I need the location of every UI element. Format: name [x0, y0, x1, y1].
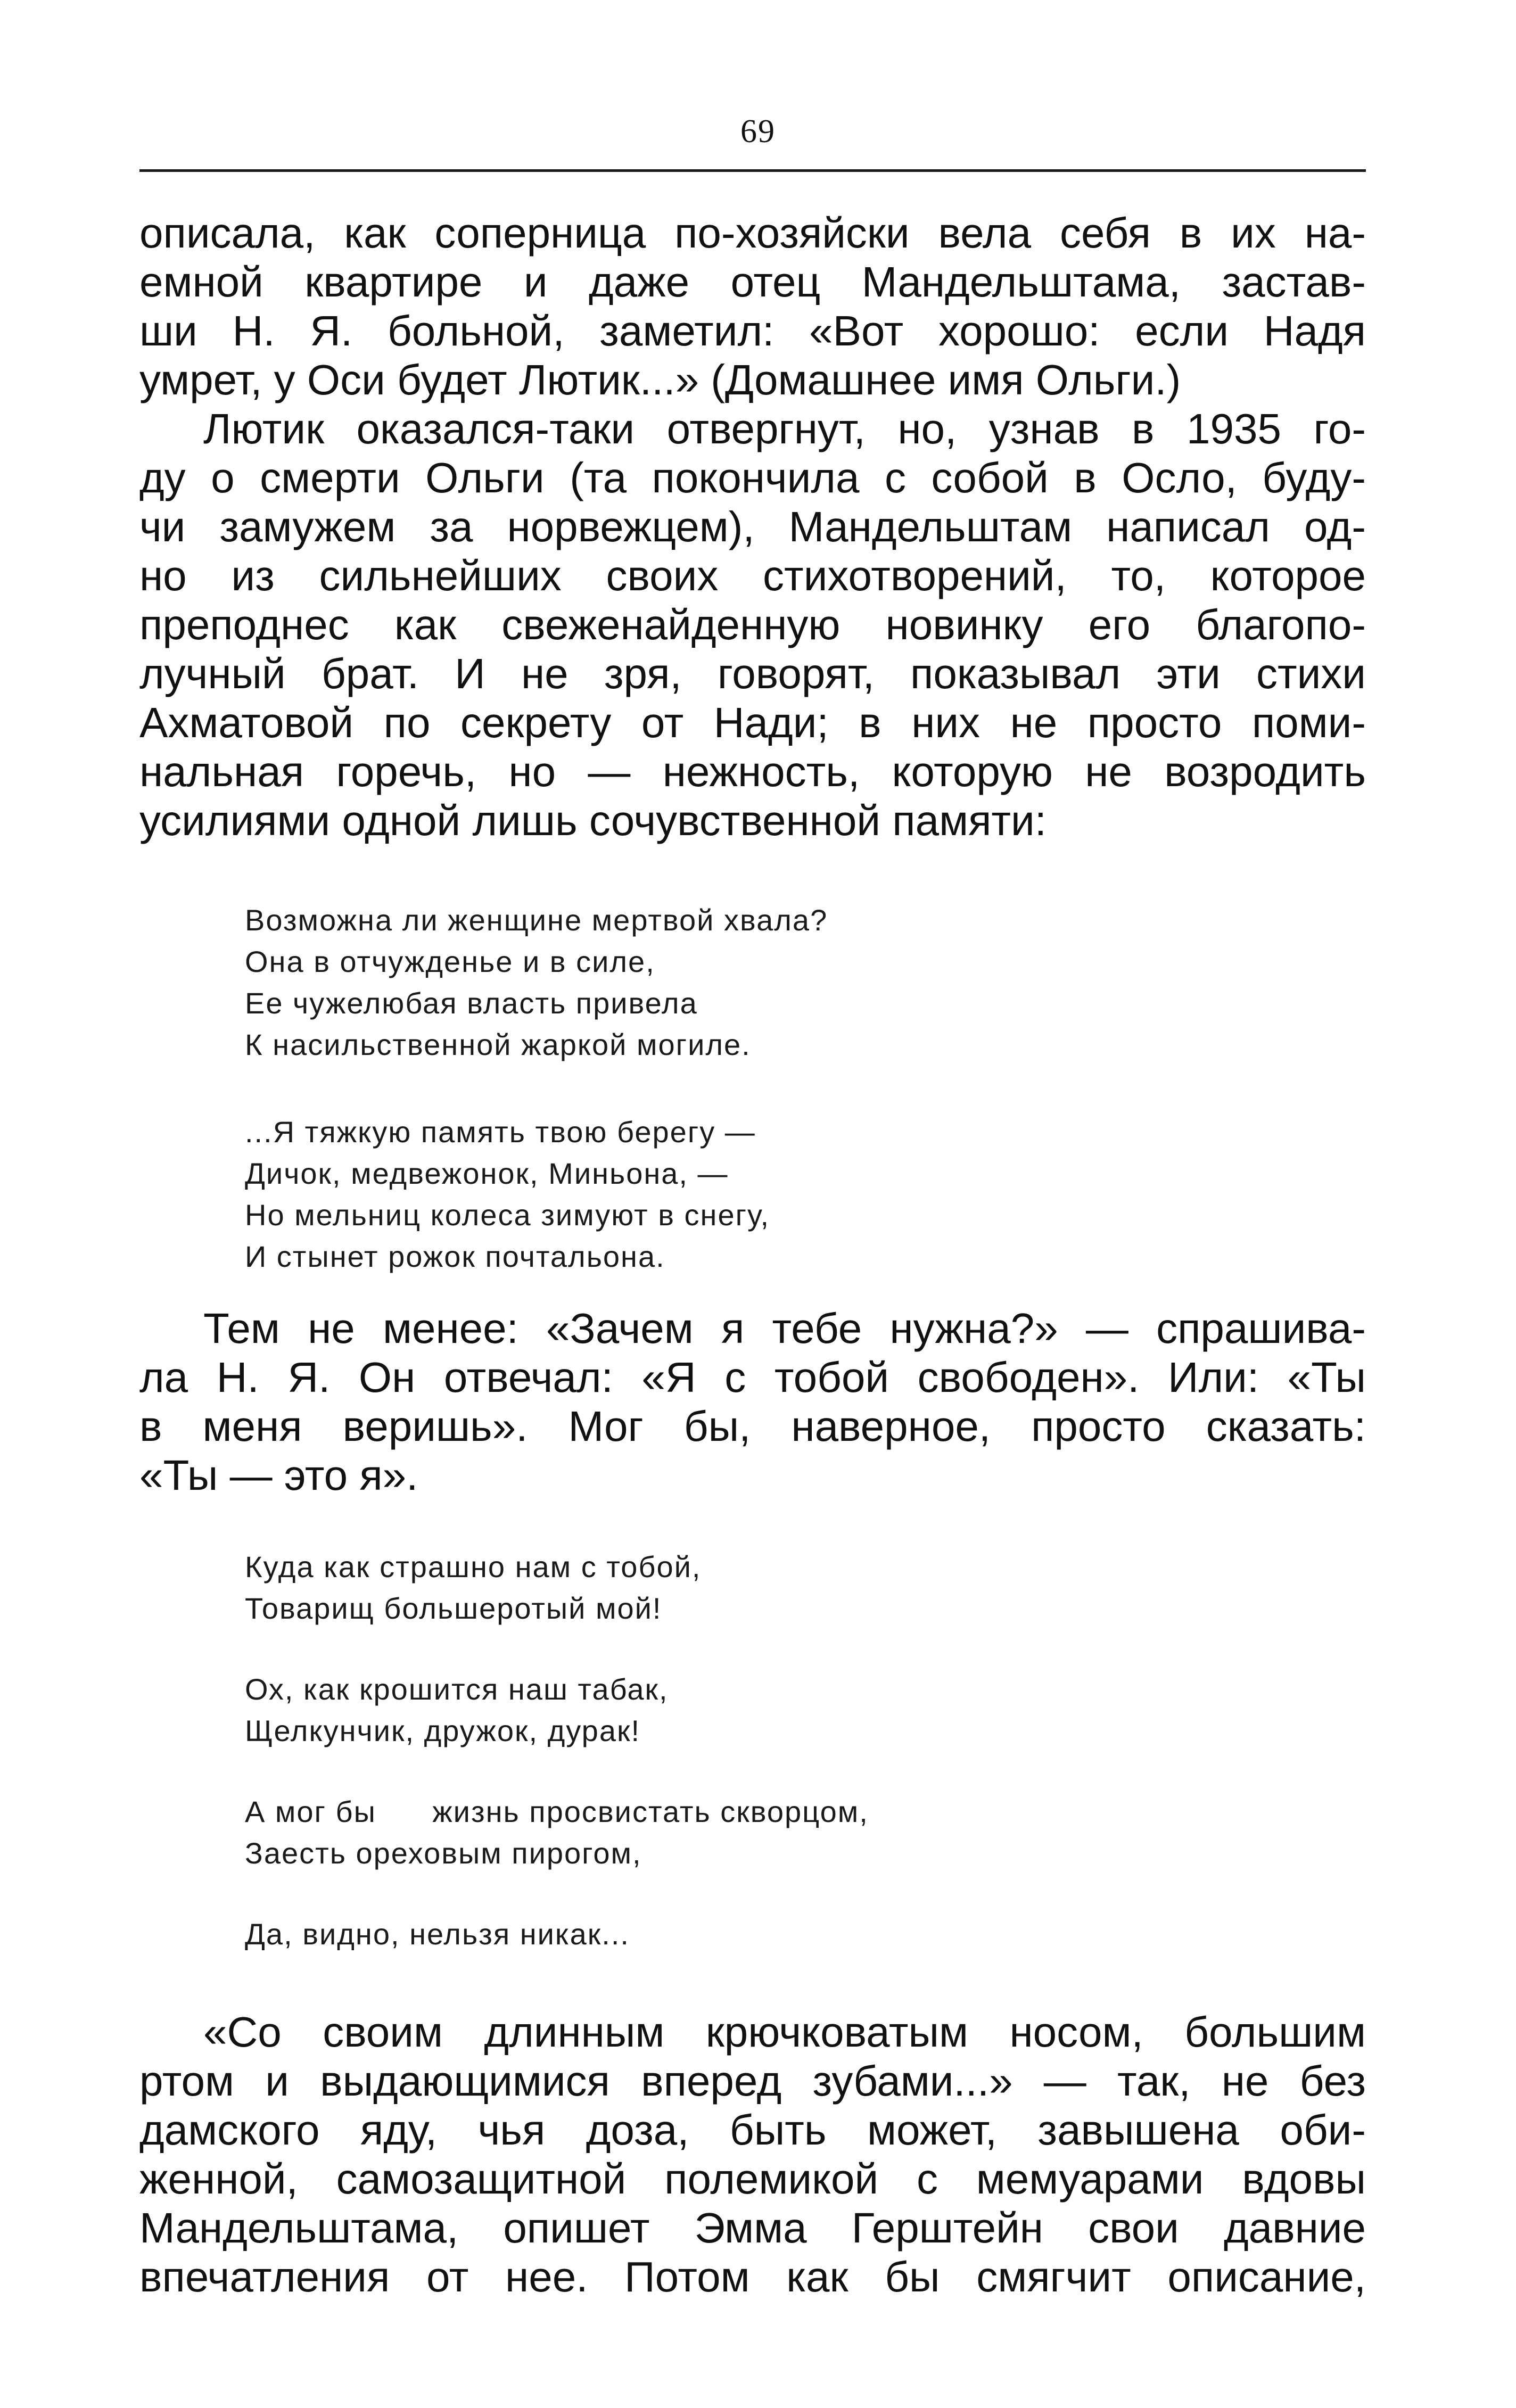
paragraph-3 [139, 1304, 1366, 1500]
text-line: «Ты — это я». [139, 1452, 418, 1499]
verse-line: Ох, как крошится наш табак, [245, 1672, 669, 1706]
header-rule [139, 169, 1366, 172]
paragraph-2 [139, 405, 1366, 845]
verse-line: Заесть ореховым пирогом, [245, 1836, 642, 1870]
text-line: ду о смерти Ольги (та покончила с собой в Осло, буду- [139, 454, 1366, 501]
text-line: Мандельштама, опишет Эмма Герштейн свои давние [139, 2204, 1366, 2252]
paragraph-4 [139, 2008, 1366, 2302]
verse-line: Товарищ большеротый мой! [245, 1591, 662, 1625]
verse-line: Дичок, медвежонок, Миньона, — [245, 1157, 729, 1190]
text-line: Ахматовой по секрету от Нади; в них не просто поми- [139, 699, 1366, 746]
verse-line: Но мельниц колеса зимуют в снегу, [245, 1198, 770, 1232]
text-line: описала, как соперница по-хозяйски вела себя в их на- [139, 209, 1366, 257]
text-line: дамского яду, чья доза, быть может, завышена оби- [139, 2106, 1366, 2154]
verse-line: И стынет рожок почтальона. [245, 1240, 665, 1273]
verse-line: А мог бы жизнь просвистать скворцом, [245, 1795, 869, 1828]
verse-line: Да, видно, нельзя никак... [245, 1917, 630, 1951]
text-line: «Со своим длинным крючковатым носом, большим [203, 2008, 1366, 2056]
verse-line: К насильственной жаркой могиле. [245, 1028, 751, 1061]
text-line: емной квартире и даже отец Мандельштама, застав- [139, 258, 1366, 306]
verse-stanza-2 [245, 1111, 770, 1277]
text-line: чи замужем за норвежцем), Мандельштам написал од- [139, 503, 1366, 550]
verse-stanza-3 [245, 1546, 701, 1629]
text-line: но из сильнейших своих стихотворений, то, которое [139, 552, 1366, 599]
verse-line: Куда как страшно нам с тобой, [245, 1550, 702, 1584]
text-line: женной, самозащитной полемикой с мемуарами вдовы [139, 2155, 1366, 2203]
text-line: впечатления от нее. Потом как бы смягчит описание, [139, 2253, 1366, 2300]
page-number: 69 [740, 113, 776, 150]
verse-stanza-1 [245, 900, 828, 1066]
verse-line: Щелкунчик, дружок, дурак! [245, 1714, 641, 1747]
text-line: ши Н. Я. больной, заметил: «Вот хорошо: если Надя [139, 307, 1366, 354]
text-line: преподнес как свеженайденную новинку его благопо- [139, 601, 1366, 648]
verse-line: ...Я тяжкую память твою берегу — [245, 1115, 756, 1149]
text-line: лучный брат. И не зря, говорят, показывал эти стихи [139, 650, 1366, 697]
verse-stanza-4 [245, 1669, 669, 1752]
verse-stanza-6 [245, 1914, 630, 1955]
text-line: ртом и выдающимися вперед зубами...» — так, не без [139, 2057, 1366, 2105]
text-line: нальная горечь, но — нежность, которую не возродить [139, 748, 1366, 795]
text-line: Лютик оказался-таки отвергнут, но, узнав в 1935 го- [203, 405, 1366, 452]
text-line: ла Н. Я. Он отвечал: «Я с тобой свободен». Или: «Ты [139, 1354, 1366, 1401]
verse-line: Возможна ли женщине мертвой хвала? [245, 903, 828, 937]
paragraph-1 [139, 209, 1366, 405]
text-line: в меня веришь». Мог бы, наверное, просто сказать: [139, 1403, 1366, 1450]
verse-stanza-5 [245, 1791, 869, 1874]
text-line: Тем не менее: «Зачем я тебе нужна?» — спрашива- [203, 1305, 1366, 1352]
verse-line: Ее чужелюбая власть привела [245, 986, 698, 1020]
verse-line: Она в отчужденье и в силе, [245, 945, 655, 978]
text-line: усилиями одной лишь сочувственной памяти: [139, 797, 1047, 844]
text-line: умрет, у Оси будет Лютик...» (Домашнее имя Ольги.) [139, 356, 1181, 403]
